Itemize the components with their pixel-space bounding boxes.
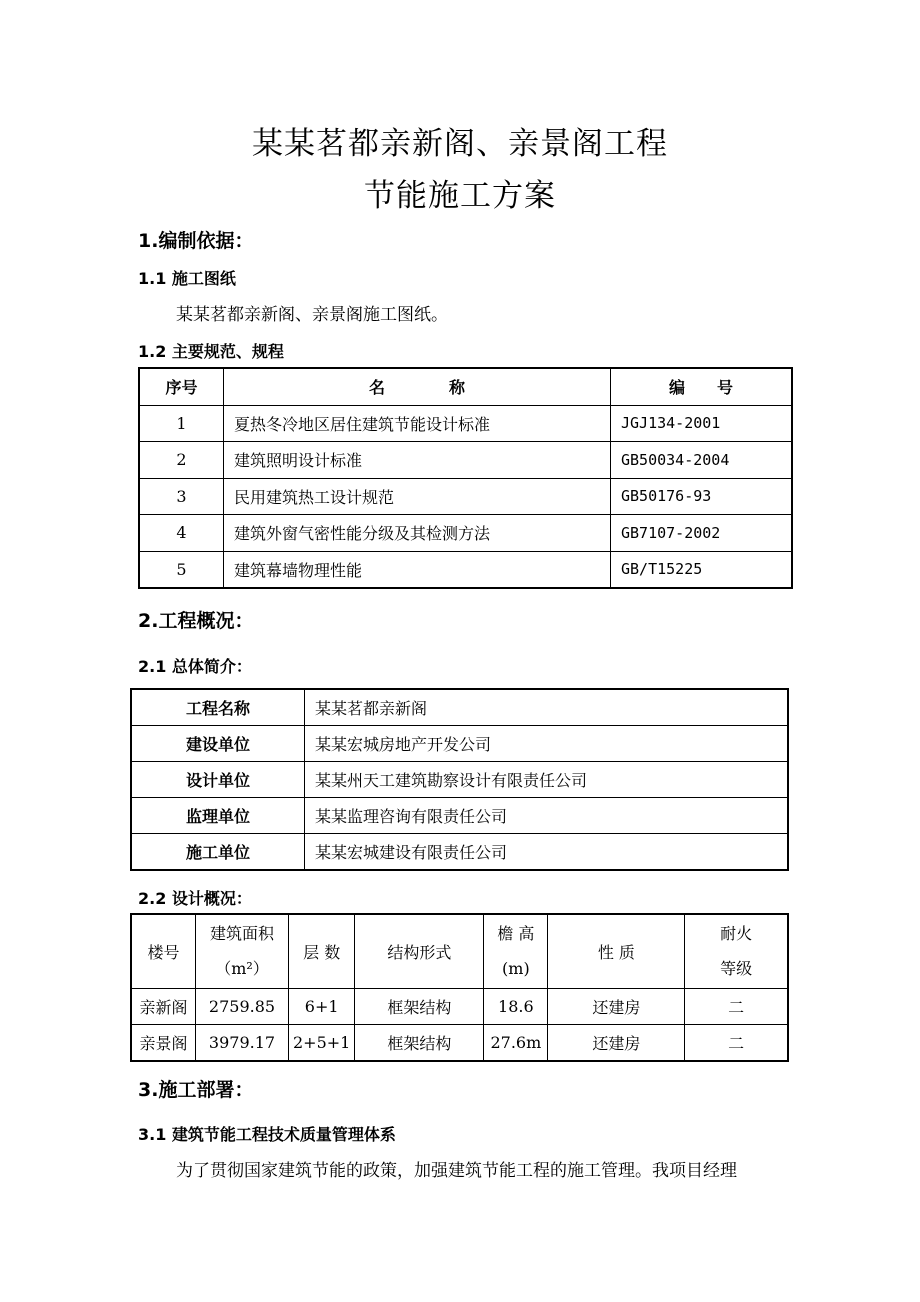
cell-value: 某某监理咨询有限责任公司	[305, 798, 789, 834]
table-row	[139, 478, 792, 515]
cell-area: 2759.85	[196, 988, 289, 1024]
cell-name: 建筑幕墙物理性能	[224, 551, 611, 588]
section-1-2-heading: 1.2 主要规范、规程	[138, 342, 284, 361]
header-height-line1: 檐 高	[497, 924, 535, 944]
section-2-1-heading: 2.1 总体简介：	[138, 657, 252, 676]
header-fire	[685, 914, 788, 988]
cell-label: 工程名称	[131, 689, 305, 726]
header-height	[484, 914, 548, 988]
header-index: 序号	[139, 368, 224, 405]
cell-name: 建筑照明设计标准	[224, 442, 611, 479]
cell-index: 1	[139, 405, 224, 442]
header-code: 编 号	[611, 368, 793, 405]
cell-code: GB7107-2002	[611, 515, 793, 552]
table-row	[131, 988, 788, 1024]
cell-floors: 6+1	[289, 988, 355, 1024]
cell-nature: 还建房	[548, 988, 685, 1024]
table-row	[131, 726, 788, 762]
section-2-2-heading: 2.2 设计概况：	[138, 889, 252, 908]
header-height-line2: (m)	[502, 959, 530, 979]
cell-label: 设计单位	[131, 762, 305, 798]
cell-structure: 框架结构	[355, 1024, 484, 1061]
cell-index: 5	[139, 551, 224, 588]
cell-label: 监理单位	[131, 798, 305, 834]
cell-index: 2	[139, 442, 224, 479]
cell-value: 某某州天工建筑勘察设计有限责任公司	[305, 762, 789, 798]
cell-height: 18.6	[484, 988, 548, 1024]
header-area-line2: （m²）	[215, 959, 269, 979]
section-3-1-heading: 3.1 建筑节能工程技术质量管理体系	[138, 1125, 396, 1144]
header-nature: 性 质	[548, 914, 685, 988]
cell-label: 建设单位	[131, 726, 305, 762]
cell-fire: 二	[685, 1024, 788, 1061]
table-header-row	[139, 368, 792, 405]
cell-name: 民用建筑热工设计规范	[224, 478, 611, 515]
section-2-heading: 2.工程概况：	[138, 610, 254, 632]
cell-fire: 二	[685, 988, 788, 1024]
table-row	[131, 834, 788, 871]
cell-building: 亲新阁	[131, 988, 196, 1024]
cell-value: 某某宏城建设有限责任公司	[305, 834, 789, 871]
section-3-heading: 3.施工部署：	[138, 1079, 254, 1101]
norms-table	[138, 367, 793, 589]
document-title-line1: 某某茗都亲新阁、亲景阁工程	[252, 126, 668, 162]
cell-nature: 还建房	[548, 1024, 685, 1061]
cell-value: 某某茗都亲新阁	[305, 689, 789, 726]
cell-code: GB/T15225	[611, 551, 793, 588]
cell-floors: 2+5+1	[289, 1024, 355, 1061]
table-row	[131, 798, 788, 834]
design-table	[130, 913, 789, 1062]
header-building: 楼号	[131, 914, 196, 988]
table-row	[131, 1024, 788, 1061]
header-area	[196, 914, 289, 988]
cell-height: 27.6m	[484, 1024, 548, 1061]
table-row	[139, 515, 792, 552]
section-1-1-heading: 1.1 施工图纸	[138, 269, 236, 288]
cell-area: 3979.17	[196, 1024, 289, 1061]
cell-structure: 框架结构	[355, 988, 484, 1024]
cell-name: 夏热冬冷地区居住建筑节能设计标准	[224, 405, 611, 442]
cell-index: 3	[139, 478, 224, 515]
cell-label: 施工单位	[131, 834, 305, 871]
cell-index: 4	[139, 515, 224, 552]
cell-code: GB50034-2004	[611, 442, 793, 479]
section-1-heading: 1.编制依据：	[138, 230, 254, 252]
section-3-1-text: 为了贯彻国家建筑节能的政策，加强建筑节能工程的施工管理。我项目经理	[176, 1161, 737, 1181]
table-row	[131, 762, 788, 798]
table-row	[139, 442, 792, 479]
header-area-line1: 建筑面积	[209, 924, 274, 944]
cell-code: GB50176-93	[611, 478, 793, 515]
header-name: 名 称	[224, 368, 611, 405]
section-1-1-text: 某某茗都亲新阁、亲景阁施工图纸。	[176, 305, 448, 325]
cell-building: 亲景阁	[131, 1024, 196, 1061]
table-row	[131, 689, 788, 726]
table-header-row	[131, 914, 788, 988]
cell-value: 某某宏城房地产开发公司	[305, 726, 789, 762]
header-fire-line2: 等级	[720, 959, 753, 979]
header-floors: 层 数	[289, 914, 355, 988]
table-row	[139, 551, 792, 588]
header-fire-line1: 耐火	[720, 924, 753, 944]
document-title-line2: 节能施工方案	[364, 178, 556, 214]
header-structure: 结构形式	[355, 914, 484, 988]
overview-table	[130, 688, 789, 871]
cell-code: JGJ134-2001	[611, 405, 793, 442]
cell-name: 建筑外窗气密性能分级及其检测方法	[224, 515, 611, 552]
table-row	[139, 405, 792, 442]
